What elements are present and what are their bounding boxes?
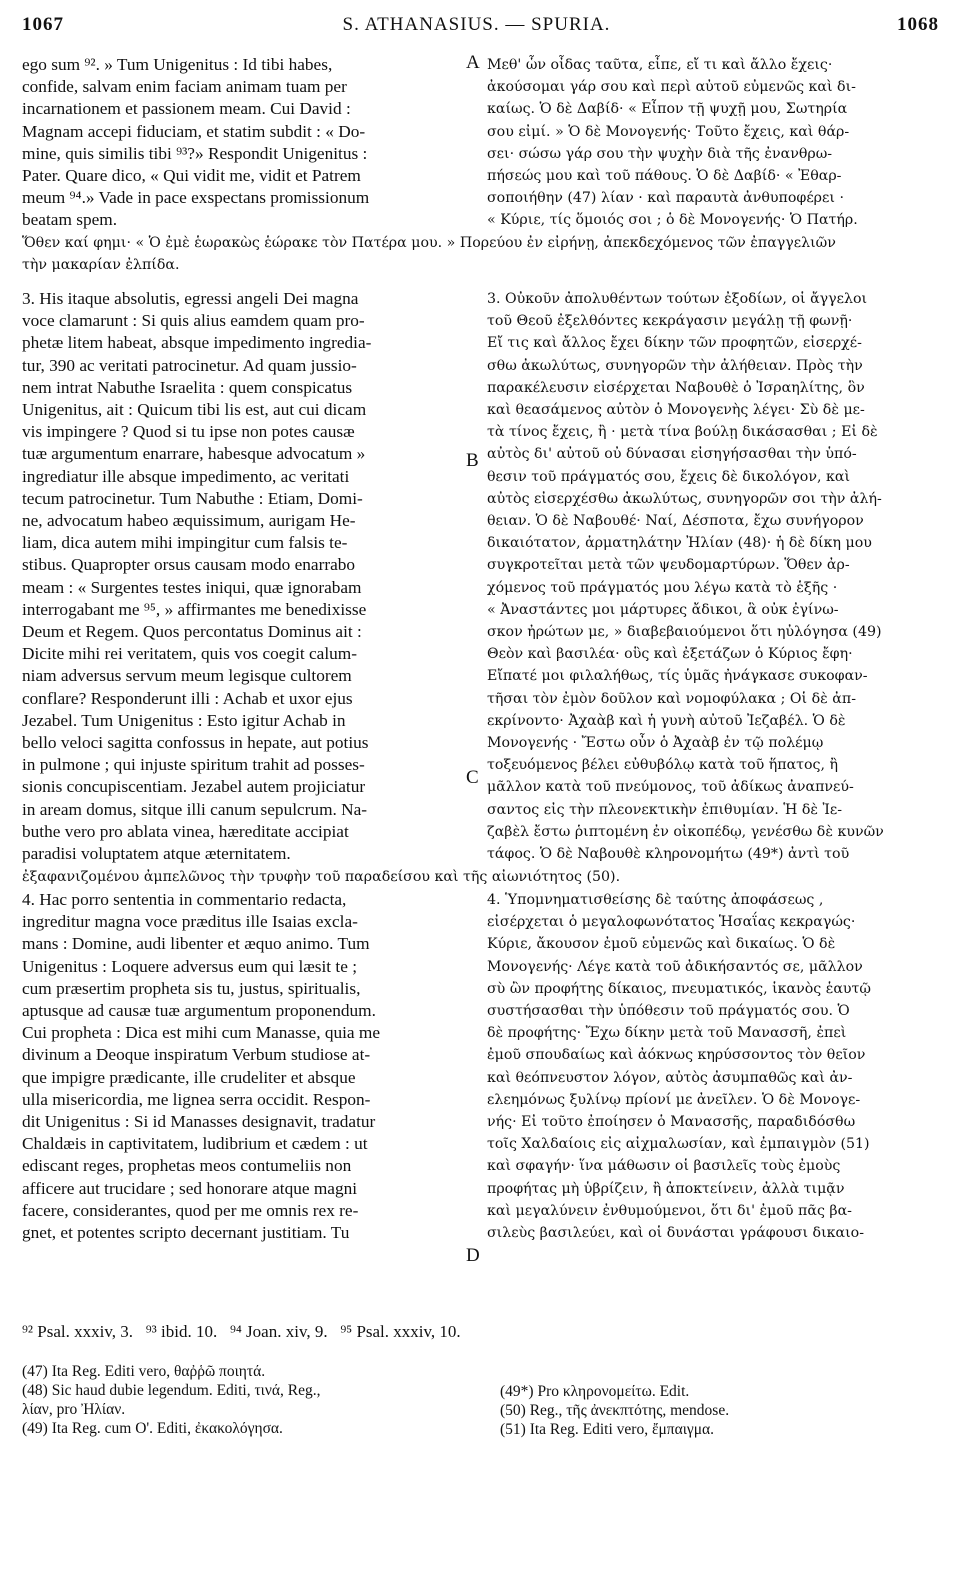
page-header — [0, 4, 953, 44]
margin-letter-d: D — [466, 1245, 480, 1266]
margin-letter-a: A — [466, 52, 480, 73]
margin-letter-c: C — [466, 767, 479, 788]
running-title: S. ATHANASIUS. — SPURIA. — [342, 14, 611, 35]
greek-section-2: 3. Οὐκοῦν ἀπολυθέντων τούτων ἐξοδίων, οἱ ἄγγελοι τοῦ Θεοῦ ἐξελθόντες κεκράγασιν μεγάλῃ τῇ φωνῇ· Εἴ τις καὶ ἄλλος ἔχει δίκην τῶν προφητῶν, εἰσερχέ- σθω ἀκωλύτως, συνηγορῶν τὴν ἀλήθειαν. Πρὸς τὴν παρακέλευσιν εἰσέρχεται Ναβουθὲ ὁ Ἰσραηλίτης, ὃν καὶ θεασάμενος αὐτὸν ὁ Μονογενὴς λέγει· Σὺ δὲ με- τὰ τίνος ἔχεις, ἢ · μετὰ τίνα βούλῃ δικάσασθαι ; Εἰ δὲ αὐτὸς δι' αὐτοῦ οὐ δύνασαι εἰσηγήσασθαι τὴν ὑπό- θεσιν τοῦ πράγματός σου, ἔχεις δὲ δικολόγον, καὶ αὐτὸς εἰσερχέσθω ἀκωλύτως, συνηγορῶν σοι τὴν ἀλή- θειαν. Ὁ δὲ Ναβουθέ· Ναί, Δέσποτα, ἔχω συνήγορον δικαιότατον, ἁρματηλάτην Ἠλίαν (48)· ἡ δὲ δίκη μου συγκροτεῖται μετὰ τῶν ψευδομαρτύρων. Ὅθεν ἀρ- χόμενος τοῦ πράγματός μου λέγω κατὰ τὸ ἑξῆς · « Ἀναστάντες μοι μάρτυρες ἄδικοι, ἃ οὐκ ἐγίνω- σκον ἠρώτων με, » διαβεβαιούμενοι ὅτι ηὐλόγησα (49) Θεὸν καὶ βασιλέα· οὓς καὶ ἐξετάζων ὁ Κύριος ἔφη· Εἴπατέ μοι φιλαλήθως, τίς ὑμᾶς ἠνάγκασε συκοφαν- τῆσαι τὸν ἐμὸν δοῦλον καὶ νομοφύλακα ; Οἱ δὲ ἀπ- εκρίνοντο· Ἀχαὰβ καὶ ἡ γυνὴ αὐτοῦ Ἰεζαβέλ. Ὁ δὲ Μονογενής · Ἔστω οὖν ὁ Ἀχαὰβ ἐν τῷ πολέμῳ τοξευόμενος βέλει εὐθυβόλῳ κατὰ τοῦ ἥπατος, ἢ μᾶλλον κατὰ τοῦ πνεύμονος, τοῦ ἀδίκως ἀναπνεύ- σαντος εἰς τὴν πλεονεκτικὴν ἐπιθυμίαν. Ἡ δὲ Ἰε- ζαβὲλ ἔστω ῥιπτομένη ἐν οἰκοπέδῳ, γενέσθω δὲ κυνῶν τάφος. Ὁ δὲ Ναβουθὲ κληρονομήτω (49*) ἀντὶ τοῦ — [487, 291, 884, 863]
editorial-notes-right: (49*) Pro κληρονομείτω. Edit. (50) Reg., τῆς ἀνεκπτότης, mendose. (51) Ita Reg. Editi vero, ἔμπαιγμα. — [500, 1383, 730, 1438]
latin-section-3: 4. Hac porro sententia in commentario redacta, ingreditur magna voce præditus ille Isaias excla- mans : Domine, audi libenter et æquo animo. Tum Unigenitus : Loquere adversus eum qui læsit te ; cum præsertim propheta sis tu, justus, spiritualis, aptusque ad causæ tuæ argumentum proponendum. Cui propheta : Dica est mihi cum Manasse, quia me divinum a Deoque inspiratum Verbum studiose at- que impigre prædicante, ille crudeliter et absque ulla misericordia, me lignea serra occidit. Respon- dit Unigenitus : Si id Manasses designavit, tradatur Chaldæis in captivitatem, ludibrium et cædem : ut ediscant reges, prophetas meos contumeliis non afficere aut trucidare ; sed honorare atque magni facere, considerantes, quod per me omnis rex re- gnet, et potentes scripto decernant justitiam. Tu — [22, 890, 381, 1243]
latin-section-2: 3. His itaque absolutis, egressi angeli Dei magna voce clamarunt : Si quis alius eamdem quam pro- phetæ litem habeat, absque impedimento ingredia- tur, 390 ac veritati patrocinetur. Ad quam jussio- nem intrat Nabuthe Israelita : quem conspicatus Unigenitus, ait : Quicum tibi lis est, aut cui dicam vis impingere ? Quod si tu ipse non potes causæ tuæ argumentum enarrare, habesque advocatum » ingrediatur ille absque impedimento, ac veritati tecum patrocinetur. Tum Nabuthe : Etiam, Domi- ne, advocatum habeo æquissimum, aurigam He- liam, dica autem mihi impingitur cum falsis te- stibus. Quapropter orsus causam modo enarrabo meam : « Surgentes testes iniqui, quæ ignorabam interrogabant me ⁹⁵, » affirmantes me benedixisse Deum et Regem. Quos percontatus Dominus ait : Dicite mihi rei veritatem, quis vos coegit calum- niam adversus servum meum legisque cultorem conflare? Responderunt illi : Achab et uxor ejus Jezabel. Tum Unigenitus : Esto igitur Achab in bello veloci sagitta confossus in hepate, aut potius in pulmone ; qui injuste spiritum trahit ad posses- sionis concupiscentiam. Jezabel autem projiciatur in aream domus, sitque illi canum sepulcrum. Na- buthe vero pro ablata vinea, hæreditate accipiat paradisi voluptatem atque æternitatem. — [22, 289, 372, 864]
greek-continuation-1: Ὅθεν καί φημι· « Ὁ ἐμὲ ἑωρακὼς ἑώρακε τὸν Πατέρα μου. » Πορεύου ἐν εἰρήνῃ, ἀπεκδεχόμενος τῶν ἐπαγγελιῶν τὴν μακαρίαν ἐλπίδα. — [22, 235, 836, 274]
page-number-right: 1068 — [897, 14, 939, 35]
editorial-notes-left: (47) Ita Reg. Editi vero, θαῤῥῶ ποιητά. (48) Sic haud dubie legendum. Editi, τινά, Reg., λίαν, pro Ἠλίαν. (49) Ita Reg. cum O'. Editi, ἐκακολόγησα. — [22, 1363, 321, 1437]
page-number-left: 1067 — [22, 14, 64, 35]
margin-letter-b: B — [466, 450, 479, 471]
greek-continuation-2: ἐξαφανιζομένου ἀμπελῶνος τὴν τρυφὴν τοῦ παραδείσου καὶ τῆς αἰωνιότητος (50). — [22, 869, 621, 885]
greek-section-3: 4. Ὑπομνηματισθείσης δὲ ταύτης ἀποφάσεως , εἰσέρχεται ὁ μεγαλοφωνότατος Ἡσαΐας κεκραγώς· Κύριε, ἄκουσον ἐμοῦ εὐμενῶς καὶ δικαίως. Ὁ δὲ Μονογενής· Λέγε κατὰ τοῦ ἀδικήσαντός σε, μᾶλλον σὺ ὢν προφήτης δίκαιος, πνευματικός, ἱκανὸς ἑαυτῷ συστήσασθαι τὴν ὑπόθεσιν τοῦ πράγματός σου. Ὁ δὲ προφήτης· Ἔχω δίκην μετὰ τοῦ Μανασσῆ, ἐπεὶ ἐμοῦ σπουδαίως καὶ ἀόκνως κηρύσσοντος τὸν θεῖον καὶ θεόπνευστον λόγον, αὐτὸς ἀσυμπαθῶς καὶ ἀν- ελεημόνως ξυλίνῳ πρίονί με ἀνεῖλεν. Ὁ δὲ Μονογε- νής· Εἰ τοῦτο ἐποίησεν ὁ Μανασσῆς, παραδιδόσθω τοῖς Χαλδαίοις εἰς αἰχμαλωσίαν, καὶ ἐμπαιγμὸν (51) καὶ σφαγήν· ἵνα μάθωσιν οἱ βασιλεῖς τοὺς ἐμοὺς προφήτας μὴ ὑβρίζειν, ἢ ἀποκτείνειν, ἀλλὰ τιμᾷν καὶ μεγαλύνειν ἐνθυμούμενοι, ὅτι δι' ἐμοῦ πᾶς βα- σιλεὺς βασιλεύει, καὶ οἱ δυνάσται γράφουσι δικαιο- — [487, 892, 871, 1242]
scripture-footnotes: ⁹² Psal. xxxiv, 3. ⁹³ ibid. 10. ⁹⁴ Joan. xiv, 9. ⁹⁵ Psal. xxxiv, 10. — [22, 1322, 461, 1341]
latin-section-1: ego sum ⁹². » Tum Unigenitus : Id tibi habes, confide, salvam enim faciam animam tuam per incarnationem et passionem meam. Cui David : Magnam accepi fiduciam, et statim subdit : « Do- mine, quis similis tibi ⁹³?» Respondit Unigenitus : Pater. Quare dico, « Qui vidit me, vidit et Patrem meum ⁹⁴.» Vade in pace exspectans promissionum beatam spem. — [22, 55, 370, 230]
greek-section-1: Μεθ' ὧν οἶδας ταῦτα, εἶπε, εἴ τι καὶ ἄλλο ἔχεις· ἀκούσομαι γάρ σου καὶ περὶ αὐτοῦ εὐμενῶς καὶ δι- καίως. Ὁ δὲ Δαβίδ· « Εἶπον τῇ ψυχῇ μου, Σωτηρία σου εἰμί. » Ὁ δὲ Μονογενής· Τοῦτο ἔχεις, καὶ θάρ- σει· σώσω γάρ σου τὴν ψυχὴν διὰ τῆς ἐνανθρω- πήσεώς μου καὶ τοῦ πάθους. Ὁ δὲ Δαβίδ· « Ἐθαρ- σοποιήθην (47) λίαν · καὶ παραυτὰ ἀνθυποφέρει · « Κύριε, τίς ὅμοιός σοι ; ὁ δὲ Μονογενής· Ὁ Πατήρ. — [487, 57, 858, 229]
